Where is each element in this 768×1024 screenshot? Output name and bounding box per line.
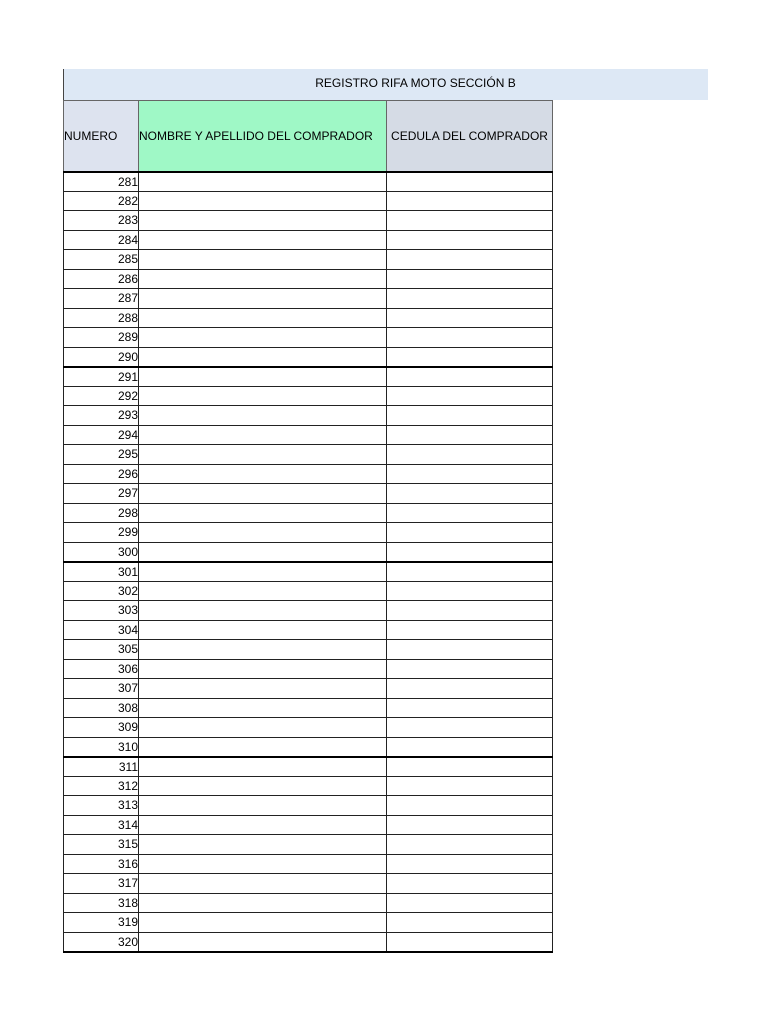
table-row — [64, 835, 553, 855]
cell-nombre[interactable] — [139, 640, 387, 660]
table-row — [64, 503, 553, 523]
cell-numero: 294 — [64, 425, 139, 445]
table-row — [64, 913, 553, 933]
cell-numero: 310 — [64, 737, 139, 757]
table-row — [64, 211, 553, 231]
table-row — [64, 484, 553, 504]
cell-nombre[interactable] — [139, 269, 387, 289]
cell-nombre[interactable] — [139, 308, 387, 328]
cell-cedula[interactable] — [387, 386, 553, 406]
cell-cedula[interactable] — [387, 347, 553, 367]
cell-nombre[interactable] — [139, 523, 387, 543]
table-row — [64, 874, 553, 894]
cell-numero: 284 — [64, 230, 139, 250]
cell-nombre[interactable] — [139, 581, 387, 601]
table-row — [64, 191, 553, 211]
cell-cedula[interactable] — [387, 913, 553, 933]
cell-nombre[interactable] — [139, 562, 387, 582]
cell-numero: 302 — [64, 581, 139, 601]
cell-numero: 282 — [64, 191, 139, 211]
cell-numero: 311 — [64, 757, 139, 777]
cell-cedula[interactable] — [387, 191, 553, 211]
table-row — [64, 523, 553, 543]
cell-cedula[interactable] — [387, 932, 553, 952]
cell-numero: 281 — [64, 172, 139, 192]
table-body — [64, 172, 553, 952]
cell-cedula[interactable] — [387, 328, 553, 348]
table-row — [64, 386, 553, 406]
cell-nombre[interactable] — [139, 328, 387, 348]
table-row — [64, 464, 553, 484]
header-row — [64, 101, 553, 172]
cell-numero: 289 — [64, 328, 139, 348]
cell-nombre[interactable] — [139, 932, 387, 952]
cell-numero: 318 — [64, 893, 139, 913]
title-bar — [63, 69, 708, 100]
cell-cedula[interactable] — [387, 211, 553, 231]
cell-nombre[interactable] — [139, 425, 387, 445]
cell-nombre[interactable] — [139, 776, 387, 796]
cell-numero: 320 — [64, 932, 139, 952]
table-row — [64, 698, 553, 718]
cell-nombre[interactable] — [139, 211, 387, 231]
cell-cedula[interactable] — [387, 172, 553, 192]
table-row — [64, 776, 553, 796]
raffle-register-table — [63, 100, 553, 953]
table-row — [64, 328, 553, 348]
cell-numero: 297 — [64, 484, 139, 504]
cell-nombre[interactable] — [139, 718, 387, 738]
table-row — [64, 445, 553, 465]
table-row — [64, 601, 553, 621]
cell-nombre[interactable] — [139, 854, 387, 874]
table-row — [64, 269, 553, 289]
cell-cedula[interactable] — [387, 835, 553, 855]
cell-cedula[interactable] — [387, 542, 553, 562]
cell-cedula[interactable] — [387, 367, 553, 387]
cell-nombre[interactable] — [139, 698, 387, 718]
cell-nombre[interactable] — [139, 913, 387, 933]
cell-numero: 317 — [64, 874, 139, 894]
table-row — [64, 542, 553, 562]
cell-numero: 293 — [64, 406, 139, 426]
cell-nombre[interactable] — [139, 757, 387, 777]
table-row — [64, 932, 553, 952]
cell-numero: 308 — [64, 698, 139, 718]
table-row — [64, 581, 553, 601]
cell-numero: 316 — [64, 854, 139, 874]
cell-cedula[interactable] — [387, 659, 553, 679]
cell-cedula[interactable] — [387, 503, 553, 523]
table-row — [64, 406, 553, 426]
table-row — [64, 679, 553, 699]
cell-numero: 314 — [64, 815, 139, 835]
table-row — [64, 854, 553, 874]
cell-numero: 295 — [64, 445, 139, 465]
cell-nombre[interactable] — [139, 679, 387, 699]
cell-nombre[interactable] — [139, 484, 387, 504]
sheet-title: REGISTRO RIFA MOTO SECCIÓN B — [315, 76, 516, 90]
table-row — [64, 425, 553, 445]
table-row — [64, 893, 553, 913]
table-row — [64, 620, 553, 640]
cell-numero: 283 — [64, 211, 139, 231]
cell-cedula[interactable] — [387, 445, 553, 465]
cell-cedula[interactable] — [387, 776, 553, 796]
cell-nombre[interactable] — [139, 874, 387, 894]
cell-cedula[interactable] — [387, 698, 553, 718]
table-row — [64, 640, 553, 660]
cell-cedula[interactable] — [387, 230, 553, 250]
cell-cedula[interactable] — [387, 640, 553, 660]
cell-numero: 309 — [64, 718, 139, 738]
cell-cedula[interactable] — [387, 269, 553, 289]
cell-numero: 291 — [64, 367, 139, 387]
cell-nombre[interactable] — [139, 406, 387, 426]
table-row — [64, 562, 553, 582]
cell-numero: 300 — [64, 542, 139, 562]
table-row — [64, 815, 553, 835]
cell-numero: 306 — [64, 659, 139, 679]
cell-nombre[interactable] — [139, 620, 387, 640]
cell-nombre[interactable] — [139, 367, 387, 387]
table-row — [64, 230, 553, 250]
cell-numero: 290 — [64, 347, 139, 367]
cell-nombre[interactable] — [139, 347, 387, 367]
cell-cedula[interactable] — [387, 484, 553, 504]
cell-numero: 288 — [64, 308, 139, 328]
cell-nombre[interactable] — [139, 445, 387, 465]
table-row — [64, 347, 553, 367]
cell-cedula[interactable] — [387, 815, 553, 835]
cell-nombre[interactable] — [139, 542, 387, 562]
cell-cedula[interactable] — [387, 523, 553, 543]
cell-cedula[interactable] — [387, 737, 553, 757]
cell-numero: 296 — [64, 464, 139, 484]
cell-numero: 303 — [64, 601, 139, 621]
cell-numero: 315 — [64, 835, 139, 855]
cell-cedula[interactable] — [387, 289, 553, 309]
cell-cedula[interactable] — [387, 620, 553, 640]
cell-nombre[interactable] — [139, 796, 387, 816]
cell-cedula[interactable] — [387, 406, 553, 426]
cell-numero: 298 — [64, 503, 139, 523]
cell-nombre[interactable] — [139, 815, 387, 835]
cell-numero: 292 — [64, 386, 139, 406]
cell-nombre[interactable] — [139, 172, 387, 192]
cell-nombre[interactable] — [139, 737, 387, 757]
cell-numero: 285 — [64, 250, 139, 270]
header-nombre: NOMBRE Y APELLIDO DEL COMPRADOR — [139, 101, 387, 172]
table-row — [64, 250, 553, 270]
table-row — [64, 367, 553, 387]
table-row — [64, 796, 553, 816]
cell-cedula[interactable] — [387, 250, 553, 270]
cell-numero: 307 — [64, 679, 139, 699]
cell-cedula[interactable] — [387, 425, 553, 445]
cell-nombre[interactable] — [139, 386, 387, 406]
table-row — [64, 289, 553, 309]
cell-cedula[interactable] — [387, 464, 553, 484]
cell-numero: 312 — [64, 776, 139, 796]
header-numero: NUMERO — [64, 101, 139, 172]
cell-nombre[interactable] — [139, 601, 387, 621]
cell-cedula[interactable] — [387, 601, 553, 621]
cell-nombre[interactable] — [139, 893, 387, 913]
table-row — [64, 308, 553, 328]
cell-numero: 299 — [64, 523, 139, 543]
cell-nombre[interactable] — [139, 464, 387, 484]
cell-numero: 304 — [64, 620, 139, 640]
cell-numero: 319 — [64, 913, 139, 933]
cell-nombre[interactable] — [139, 835, 387, 855]
header-cedula: CEDULA DEL COMPRADOR — [387, 101, 553, 172]
cell-numero: 287 — [64, 289, 139, 309]
cell-cedula[interactable] — [387, 581, 553, 601]
cell-numero: 305 — [64, 640, 139, 660]
cell-nombre[interactable] — [139, 250, 387, 270]
cell-nombre[interactable] — [139, 503, 387, 523]
cell-numero: 286 — [64, 269, 139, 289]
cell-nombre[interactable] — [139, 289, 387, 309]
table-row — [64, 659, 553, 679]
cell-cedula[interactable] — [387, 718, 553, 738]
cell-numero: 301 — [64, 562, 139, 582]
cell-numero: 313 — [64, 796, 139, 816]
cell-nombre[interactable] — [139, 230, 387, 250]
table-row — [64, 737, 553, 757]
table-row — [64, 172, 553, 192]
cell-cedula[interactable] — [387, 796, 553, 816]
cell-cedula[interactable] — [387, 562, 553, 582]
cell-cedula[interactable] — [387, 679, 553, 699]
cell-cedula[interactable] — [387, 874, 553, 894]
cell-cedula[interactable] — [387, 893, 553, 913]
cell-nombre[interactable] — [139, 659, 387, 679]
cell-nombre[interactable] — [139, 191, 387, 211]
table-row — [64, 718, 553, 738]
cell-cedula[interactable] — [387, 308, 553, 328]
cell-cedula[interactable] — [387, 757, 553, 777]
table-row — [64, 757, 553, 777]
cell-cedula[interactable] — [387, 854, 553, 874]
